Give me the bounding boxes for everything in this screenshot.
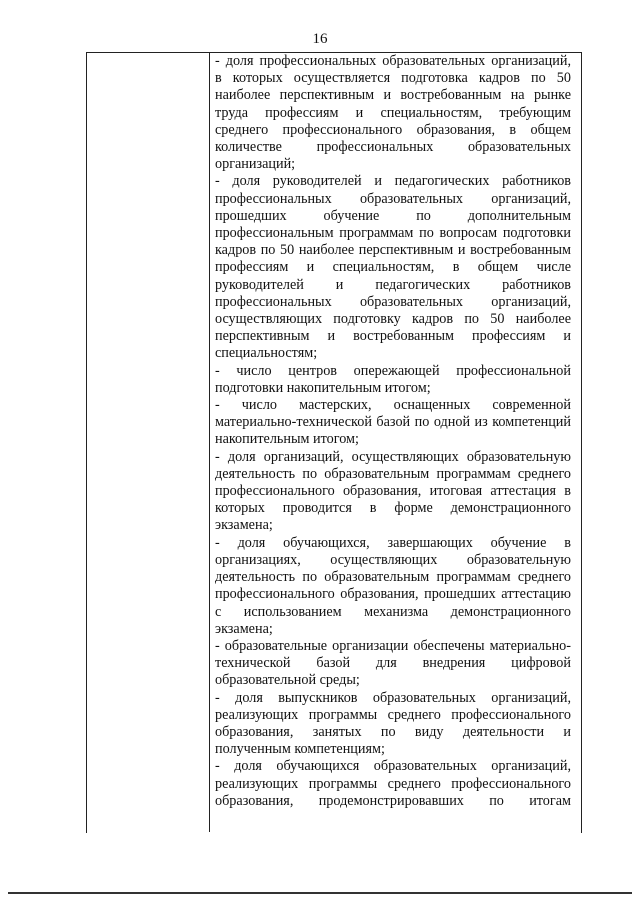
table-column-divider [209,52,210,832]
indicator-item: - доля обучающихся, завершающих обучение в организациях, осуществляющих образовательную деятельность по образовательным программам среднего профессионального образования, прошедших аттестацию с использованием механизма демонстрационного экзамена; [215,534,571,637]
page-number: 16 [312,31,328,47]
indicator-list-cell [215,53,571,810]
indicator-item: - образовательные организации обеспечены материально-технической базой для внедрения цифровой образовательной среды; [215,637,571,689]
bottom-rule [8,892,632,894]
indicator-item: - доля руководителей и педагогических работников профессиональных образовательных организаций, прошедших обучение по дополнительным профессиональным программам по вопросам подготовки кадров по 50 наиболее перспективным и востребованным профессиям и специальностям, в общем числе руководителей и педагогических работников профессиональных образовательных организаций, осуществляющих подготовку кадров по 50 наиболее перспективным и востребованным профессиям и специальностям; [215,173,571,362]
indicator-item: - доля профессиональных образовательных организаций, в которых осуществляется подготовка кадров по 50 наиболее перспективным и востребованным на рынке труда профессиям и специальностям, требующим среднего профессионального образования, в общем количестве профессиональных образовательных организаций; [215,53,571,173]
indicator-item: - доля обучающихся образовательных организаций, реализующих программы среднего профессионального образования, продемонстрировавших по итогам [215,758,571,809]
indicator-item: - доля выпускников образовательных организаций, реализующих программы среднего профессионального образования, занятых по виду деятельности и полученным компетенциям; [215,689,571,758]
indicator-item: - число центров опережающей профессиональной подготовки накопительным итогом; [215,362,571,396]
indicator-item: - доля организаций, осуществляющих образовательную деятельность по образовательным программам среднего профессионального образования, итоговая аттестация в которых проводится в форме демонстрационного экзамена; [215,448,571,534]
indicator-item: - число мастерских, оснащенных современной материально-технической базой по одной из компетенций накопительным итогом; [215,397,571,448]
